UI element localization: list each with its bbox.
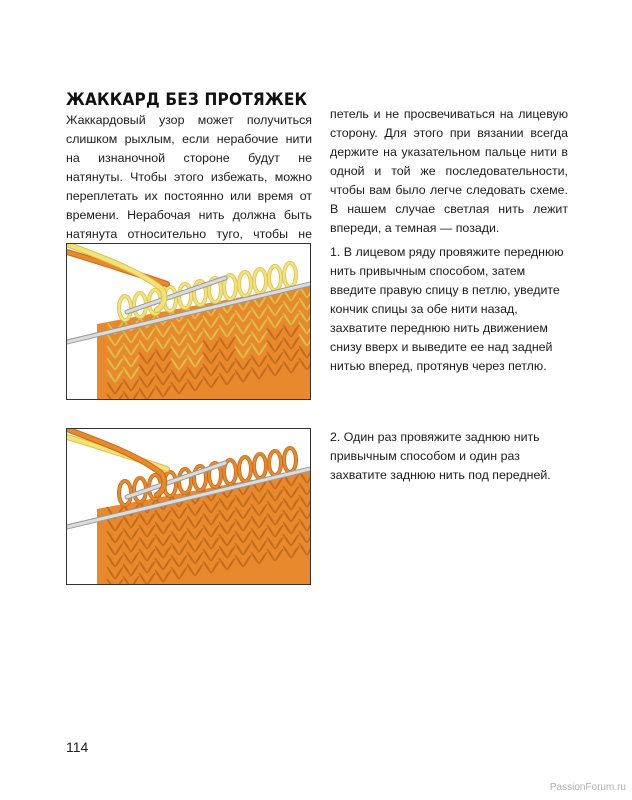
knitting-step1-illustration [66, 243, 311, 400]
step-2-text: 2. Один раз провяжите заднюю нить привычным способом и один раз захватите заднюю нить под передней. [330, 430, 551, 482]
knitting-step2-illustration [66, 428, 311, 585]
intro-text-left: Жаккардовый узор может получиться слишком рыхлым, если нерабочие нити на изнаночной стороне будут не натянуты. Чтобы этого избежать, можно переплетать их постоянно или время от времени. Нерабочая нить должна быть натянута относительно туго, чтобы не [66, 113, 312, 241]
knitting-jacquard-step2-icon [67, 429, 310, 584]
watermark: PassionForum.ru [549, 782, 626, 793]
step-1-text: 1. В лицевом ряду провяжите переднюю нить привычным способом, затем введите правую спицу в петлю, уведите кончик спицы за обе нити назад, захватите переднюю нить движением снизу вверх и выведите ее над задней нитью вперед, протянув через петлю. [330, 245, 564, 373]
section-heading: ЖАККАРД БЕЗ ПРОТЯЖЕК [66, 90, 308, 109]
intro-text-right: петель и не просвечиваться на лицевую сторону. Для этого при вязании всегда держите на указательном пальце нити в одной и той же последовательности, чтобы вам было легче следовать схеме. В нашем случае светлая нить лежит впереди, а темная — позади. [330, 107, 568, 235]
page-number: 114 [66, 739, 89, 755]
knitting-jacquard-step1-icon [67, 244, 310, 399]
